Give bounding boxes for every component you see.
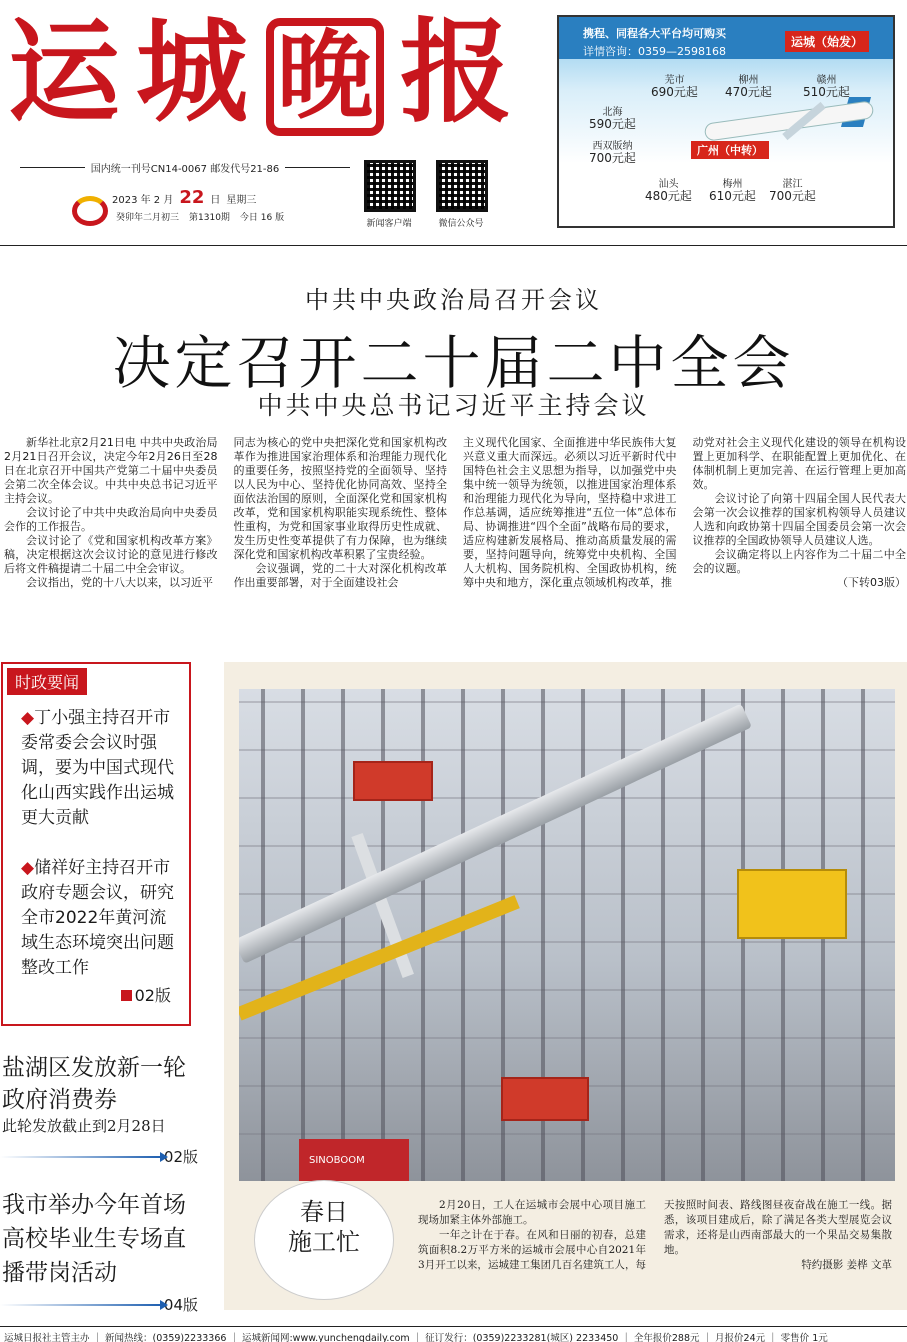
paragraph: 会议指出，党的十八大以来，以习近平: [26, 576, 213, 589]
destination: 柳州 470元起: [725, 75, 772, 99]
lead-body: [4, 436, 906, 636]
qr-code-wechat[interactable]: [436, 160, 488, 212]
date-day-suffix: 日: [210, 195, 221, 206]
ad-title: 携程、同程各大平台均可购买: [583, 27, 726, 40]
paragraph: 主义现代化国家、全面推进中华民族伟大复兴意义重大而深远。必须以习近平新时代中国特色社会主义思想为指导，以加强党中央集中统一领导为统领，以推进国家治理体系和治理能力现代化为导向，坚持稳中求进工作总基调，适应统筹推进“五位一体”总体布局、协调推进“四个全面”战略布局的要求，适应构建新发展格局、推动高质量发展的需要，坚持问题导向，统筹党中央机构、全国人大机构、国务院机构、全国政协机构，统筹中央和地方，深化重点领域机构改革，推: [463, 436, 677, 589]
construction-photo[interactable]: [239, 689, 895, 1181]
lunar-date: 癸卯年二月初三: [116, 213, 180, 223]
page-count: 今日 16 版: [239, 213, 285, 223]
news-item[interactable]: [21, 706, 179, 831]
politics-news-box: [1, 662, 191, 1026]
lead-column-2: [234, 436, 448, 636]
page-reference[interactable]: 02版: [121, 983, 171, 1006]
destination: 梅州 610元起: [709, 179, 756, 203]
side-story[interactable]: [2, 1188, 202, 1290]
paragraph: 会议确定将以上内容作为二十届二中全会的议题。: [692, 548, 906, 575]
issue-number: 第1310期: [189, 213, 230, 223]
side-story[interactable]: [2, 1052, 202, 1136]
logo-char-2: 城: [136, 7, 248, 138]
diamond-icon: ◆: [21, 858, 35, 878]
masthead: [0, 0, 907, 245]
section-tag: 时政要闻: [7, 668, 87, 695]
destination: 赣州 510元起: [803, 75, 850, 99]
arrow-icon: [0, 1156, 162, 1158]
paragraph: 会议讨论了中共中央政治局向中央委员会作的工作报告。: [4, 506, 218, 533]
crane-boom: [239, 704, 752, 964]
side-story-title: 盐湖区发放新一轮政府消费券: [2, 1055, 186, 1113]
caption-paragraph: 2月20日，工人在运城市会展中心项目施工现场加紧主体外部施工。: [418, 1199, 646, 1226]
page-reference[interactable]: 04版: [0, 1294, 198, 1315]
page-reference[interactable]: 02版: [0, 1146, 198, 1167]
lead-column-1: [4, 436, 218, 636]
date-day: 22: [179, 187, 205, 208]
photo-caption: [418, 1198, 892, 1302]
destination: 湛江 700元起: [769, 179, 816, 203]
destination: 北海 590元起: [589, 107, 636, 131]
crane-brand-label: SINOBOOM: [309, 1155, 365, 1166]
lift-basket-yellow: [737, 869, 847, 939]
publication-code: [20, 160, 350, 175]
dateline: [20, 187, 350, 208]
lead-subhead: 中共中央总书记习近平主持会议: [257, 391, 650, 420]
paragraph: 会议讨论了向第十四届全国人民代表大会第一次会议推荐的国家机构领导人员建议人选和向政协第十四届全国委员会第一次会议推荐的全国政协领导人员建议人选。: [692, 492, 906, 547]
lead-headline[interactable]: 决定召开二十届二中全会: [112, 329, 795, 397]
photo-badge: [254, 1180, 394, 1300]
diamond-icon: ◆: [21, 708, 35, 728]
side-story-title: 我市举办今年首场高校毕业生专场直播带岗活动: [2, 1192, 186, 1286]
paragraph: 新华社北京2月21日电 中共中央政治局2月21日召开会议，决定今年2月26日至28日在北京召开中国共产党第二十届中央委员会第二次全体会议。中共中央总书记习近平主持会议。: [4, 436, 218, 505]
lift-basket: [353, 761, 433, 801]
paragraph: 会议讨论了《党和国家机构改革方案》稿，决定根据这次会议讨论的意见进行修改后将文件稿提请二十届二中全会审议。: [4, 534, 218, 575]
continued-jump[interactable]: （下转03版）: [837, 576, 906, 589]
crane-base: [299, 1139, 409, 1181]
qr-label-app: 新闻客户端: [366, 219, 412, 229]
square-icon: [121, 990, 132, 1001]
paragraph: 动党对社会主义现代化建设的领导在机构设置上更加科学、在职能配置上更加优化、在体制机制上更加完善、在运行管理上更加高效。: [692, 436, 906, 491]
caption-paragraph: 一年之计在于春。在风和日丽的初春，总建筑面积8.2万平方米的运城市会展中心自2021年3月开工以来，运城建工集团几百名建筑工人，每天按照时间表、路线图昼夜奋战在施工一线。据悉，该项目建成后，除了满足各类大型展览会议需求，还将是山西南部最大的一个果品交易集散地。: [418, 1199, 892, 1271]
logo-char-1: 运: [8, 7, 120, 138]
news-item-text: 丁小强主持召开市委常委会会议时强调，要为中国式现代化山西实践作出运城更大贡献: [21, 708, 174, 828]
paragraph: 会议强调，党的二十大对深化机构改革作出重要部署，对于全面建设社会: [233, 562, 447, 589]
ad-phone: 详情咨询：0359—2598168: [583, 45, 726, 58]
destination: 芜市 690元起: [651, 75, 698, 99]
qr-label-wechat: 微信公众号: [438, 219, 484, 229]
flight-advertisement[interactable]: [557, 15, 895, 228]
news-item-text: 储祥好主持召开市政府专题会议，研究全市2022年黄河流域生态环境突出问题整改工作: [21, 858, 174, 978]
lift-basket: [501, 1077, 589, 1121]
pub-code-text: 国内统一刊号CN14-0067 邮发代号21-86: [90, 164, 280, 175]
arrow-icon: [0, 1304, 162, 1306]
qr-code-app[interactable]: [364, 160, 416, 212]
badge-line: 施工忙: [288, 1228, 360, 1256]
masthead-divider: [0, 245, 907, 246]
badge-line: 春日: [300, 1198, 348, 1226]
destination: 西双版纳 700元起: [589, 141, 636, 165]
masthead-emblem-icon: [72, 196, 108, 226]
newspaper-logo: [8, 8, 528, 138]
logo-char-4: 报: [400, 7, 512, 138]
issue-info: [20, 210, 350, 223]
news-item[interactable]: [21, 856, 179, 981]
lead-kicker: 中共中央政治局召开会议: [305, 286, 602, 314]
date-weekday: 星期三: [226, 195, 257, 206]
destination: 汕头 480元起: [645, 179, 692, 203]
lead-column-3: [463, 436, 677, 636]
ad-origin-badge: 运城（始发）: [785, 31, 869, 52]
lead-column-4: [693, 436, 907, 636]
date-year-month: 2023 年 2 月: [112, 195, 174, 206]
ad-hub-badge: 广州（中转）: [691, 141, 769, 159]
masthead-info: [20, 160, 350, 223]
side-story-subtitle: 此轮发放截止到2月28日: [2, 1117, 166, 1135]
photo-credit: 特约摄影 姜桦 文革: [801, 1259, 892, 1271]
paragraph: 同志为核心的党中央把深化党和国家机构改革作为推进国家治理体系和治理能力现代化的重要任务，按照坚持党的全面领导、坚持以人民为中心、坚持优化协同高效、坚持全面依法治国的原则，全面深化党和国家机构改革，党和国家机构职能实现系统性、整体性重构，为党和国家事业取得历史性成就、发生历史性变革提供了有力保障，也为继续深化党和国家机构改革积累了宝贵经验。: [233, 436, 447, 561]
footer: 运城日报社主管主办 ｜ 新闻热线：(0359)2233366 ｜ 运城新闻网:www.yunchengdaily.com ｜ 征订发行：(0359)2233281(城区) 2233450 ｜ 全年报价288元 ｜ 月报价24元 ｜ 零售价 1元: [0, 1326, 907, 1342]
logo-seal: 晚: [266, 18, 384, 136]
